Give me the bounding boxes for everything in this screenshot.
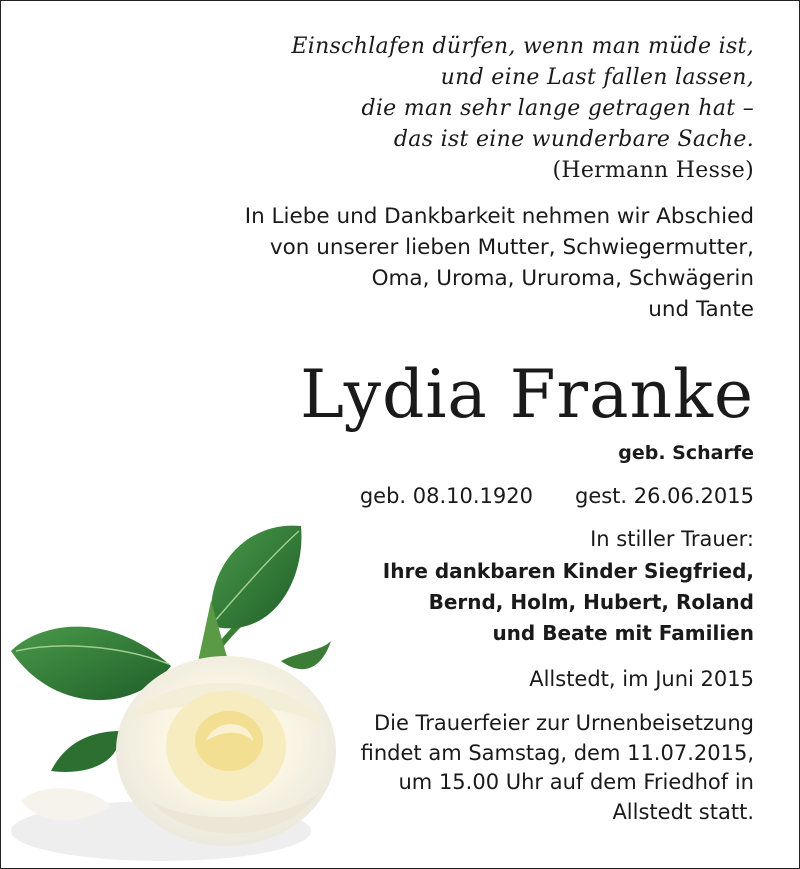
deceased-name: Lydia Franke (300, 356, 754, 433)
mourners-line: Bernd, Holm, Hubert, Roland (428, 590, 754, 614)
intro-line: von unserer lieben Mutter, Schwiegermutter, (269, 235, 754, 260)
intro-line: Oma, Uroma, Ururoma, Schwägerin (371, 266, 754, 291)
quote-line: Einschlafen dürfen, wenn man müde ist, (291, 34, 754, 59)
place-date: Allstedt, im Juni 2015 (529, 667, 754, 691)
funeral-service-info (274, 709, 754, 827)
death-date: gest. 26.06.2015 (574, 484, 754, 508)
farewell-text (134, 201, 754, 325)
intro-line: In Liebe und Dankbarkeit nehmen wir Abschied (244, 204, 754, 229)
quote-line: das ist eine wunderbare Sache. (393, 127, 754, 152)
quote-line: die man sehr lange getragen hat – (361, 96, 754, 121)
mourners-list (304, 556, 754, 649)
life-dates (254, 481, 754, 511)
service-line: findet am Samstag, dem 11.07.2015, (360, 740, 754, 765)
mourners-line: und Beate mit Familien (492, 621, 754, 645)
quote-author: (Hermann Hesse) (552, 158, 754, 183)
birth-date: geb. 08.10.1920 (359, 484, 533, 508)
service-line: Die Trauerfeier zur Urnenbeisetzung (373, 711, 754, 735)
service-line: um 15.00 Uhr auf dem Friedhof in (398, 770, 754, 794)
mourners-line: Ihre dankbaren Kinder Siegfried, (382, 559, 754, 583)
quote-line: und eine Last fallen lassen, (440, 65, 754, 90)
maiden-name: geb. Scharfe (618, 442, 754, 464)
intro-line: und Tante (648, 297, 754, 322)
mourners-label: In stiller Trauer: (590, 527, 754, 551)
poem-quote (154, 31, 754, 186)
service-line: Allstedt statt. (612, 799, 754, 824)
